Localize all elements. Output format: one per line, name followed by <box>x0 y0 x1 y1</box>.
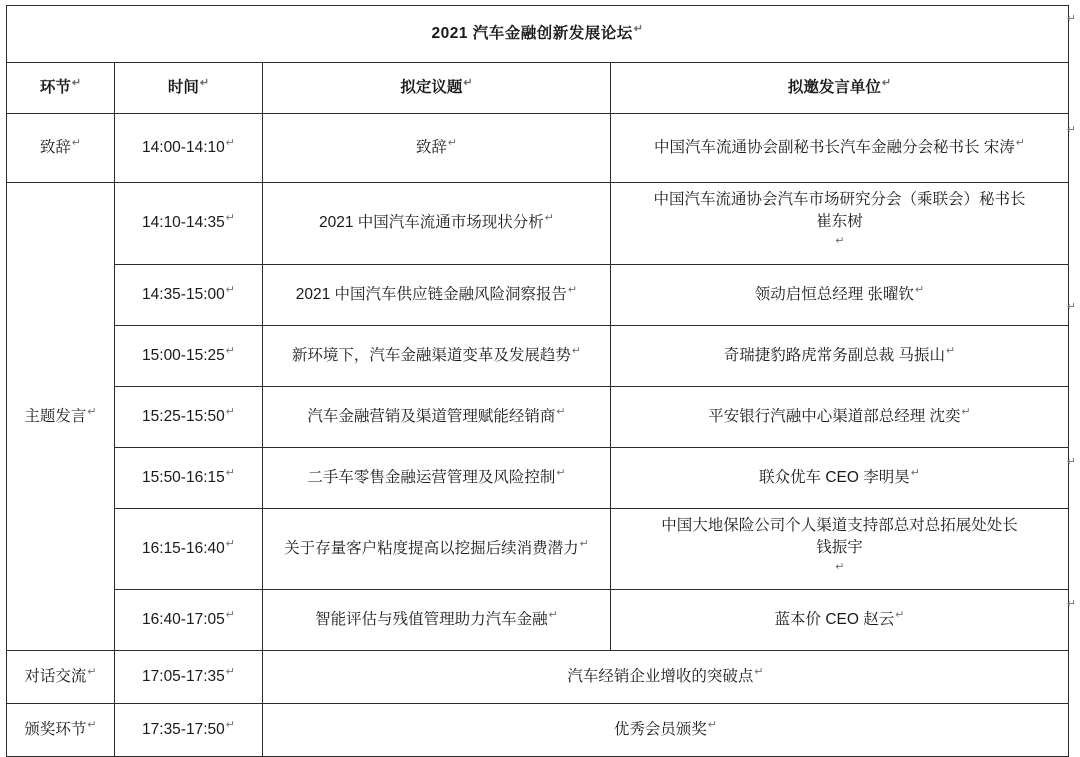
table-row <box>7 447 1069 508</box>
cell-unit-text: 中国汽车流通协会副秘书长汽车金融分会秘书长 宋涛 <box>653 139 1015 157</box>
cell-unit <box>611 447 1069 508</box>
cell-unit-text: 中国汽车流通协会汽车市场研究分会（乘联会）秘书长 <box>653 191 1026 208</box>
cell-unit <box>611 386 1069 447</box>
cell-time-text: 16:15-16:40 <box>142 540 225 558</box>
cell-topic <box>263 386 611 447</box>
paragraph-mark: ↵ <box>87 405 97 418</box>
cell-time <box>115 651 263 704</box>
cell-time <box>115 447 263 508</box>
cell-time <box>115 114 263 183</box>
paragraph-mark: ↵ <box>571 344 582 357</box>
table-row <box>7 183 1069 265</box>
paragraph-mark: ↵ <box>225 666 235 679</box>
column-header-segment-label: 环节 <box>39 79 71 97</box>
column-header-unit-label: 拟邀发言单位 <box>787 79 881 97</box>
paragraph-mark: ↵ <box>835 234 845 247</box>
cell-topic <box>263 325 611 386</box>
paragraph-mark: ↵ <box>754 666 764 679</box>
paragraph-mark: ↵ <box>225 344 235 357</box>
table-row <box>7 264 1069 325</box>
cell-unit <box>611 590 1069 651</box>
table-row <box>7 704 1069 757</box>
paragraph-mark: ↵ <box>548 609 558 622</box>
agenda-table <box>6 5 1069 757</box>
column-header-time-label: 时间 <box>167 79 199 97</box>
paragraph-mark: ↵ <box>556 466 566 479</box>
cell-time <box>115 386 263 447</box>
cell-time-text: 15:50-16:15 <box>142 468 225 486</box>
paragraph-mark: ↵ <box>961 405 971 418</box>
paragraph-mark: ↵ <box>71 137 82 150</box>
paragraph-mark: ↵ <box>225 538 235 551</box>
cell-topic-text: 致辞 <box>415 139 447 157</box>
paragraph-mark: ↵ <box>707 719 718 732</box>
cell-merged-topic <box>263 704 1069 757</box>
cell-unit-text: 领动启恒总经理 张曜钦 <box>754 285 915 303</box>
cell-topic-text: 2021 中国汽车流通市场现状分析 <box>318 214 544 232</box>
table-row <box>7 114 1069 183</box>
paragraph-mark: ↵ <box>633 23 644 36</box>
paragraph-mark: ↵ <box>87 719 97 732</box>
cell-time-text: 15:00-15:25 <box>142 346 225 364</box>
cell-merged-topic-text: 优秀会员颁奖 <box>613 721 707 739</box>
cell-time-text: 14:10-14:35 <box>142 214 225 232</box>
paragraph-mark: ↵ <box>1066 13 1076 25</box>
column-header-topic <box>263 63 611 114</box>
cell-unit-text: 奇瑞捷豹路虎常务副总裁 马振山 <box>723 346 946 364</box>
cell-time <box>115 590 263 651</box>
cell-time <box>115 704 263 757</box>
paragraph-mark: ↵ <box>895 609 905 622</box>
cell-time-text: 16:40-17:05 <box>142 611 225 629</box>
cell-time <box>115 325 263 386</box>
paragraph-mark: ↵ <box>881 77 892 90</box>
table-row <box>7 325 1069 386</box>
cell-segment-text: 致辞 <box>39 139 71 157</box>
table-row <box>7 590 1069 651</box>
cell-topic <box>263 264 611 325</box>
paragraph-mark: ↵ <box>225 719 235 732</box>
cell-unit-text: 平安银行汽融中心渠道部总经理 沈奕 <box>708 407 961 425</box>
column-header-segment <box>7 63 115 114</box>
cell-merged-topic-text: 汽车经销企业增收的突破点 <box>567 668 754 686</box>
column-header-topic-label: 拟定议题 <box>400 79 463 97</box>
cell-time <box>115 264 263 325</box>
cell-segment <box>7 651 115 704</box>
paragraph-mark: ↵ <box>225 609 235 622</box>
cell-unit <box>611 325 1069 386</box>
paragraph-mark: ↵ <box>71 77 82 90</box>
paragraph-mark: ↵ <box>199 77 210 90</box>
edge-paragraph-marks <box>1064 5 1078 621</box>
cell-unit <box>611 114 1069 183</box>
cell-unit <box>611 508 1069 590</box>
cell-topic-text: 二手车零售金融运营管理及风险控制 <box>307 468 556 486</box>
cell-time-text: 15:25-15:50 <box>142 407 225 425</box>
cell-unit <box>611 264 1069 325</box>
cell-segment-text: 颁奖环节 <box>24 721 87 739</box>
cell-topic-text: 汽车金融营销及渠道管理赋能经销商 <box>307 407 556 425</box>
paragraph-mark: ↵ <box>544 212 554 225</box>
column-header-time <box>115 63 263 114</box>
document-title-text: 2021 汽车金融创新发展论坛 <box>431 25 633 43</box>
paragraph-mark: ↵ <box>225 466 235 479</box>
cell-unit-text: 中国大地保险公司个人渠道支持部总对总拓展处处长 <box>661 516 1018 534</box>
paragraph-mark: ↵ <box>1015 137 1026 150</box>
cell-time-text: 17:35-17:50 <box>142 721 225 739</box>
cell-unit <box>611 183 1069 265</box>
paragraph-mark: ↵ <box>1066 456 1076 468</box>
paragraph-mark: ↵ <box>225 405 235 418</box>
paragraph-mark: ↵ <box>556 405 566 418</box>
cell-topic <box>263 114 611 183</box>
cell-segment-text: 主题发言 <box>24 407 87 425</box>
paragraph-mark: ↵ <box>1066 124 1076 136</box>
cell-time-text: 14:00-14:10 <box>142 139 225 157</box>
table-row <box>7 508 1069 590</box>
paragraph-mark: ↵ <box>910 466 920 479</box>
cell-time-text: 17:05-17:35 <box>142 668 225 686</box>
paragraph-mark: ↵ <box>568 283 578 296</box>
table-row <box>7 651 1069 704</box>
cell-unit-text: 蓝本价 CEO 赵云 <box>774 611 895 629</box>
cell-unit-text: 联众优车 CEO 李明昊 <box>759 468 910 486</box>
cell-topic <box>263 183 611 265</box>
cell-segment <box>7 114 115 183</box>
cell-topic-text: 关于存量客户粘度提高以挖掘后续消费潜力 <box>284 540 579 558</box>
paragraph-mark: ↵ <box>946 344 956 357</box>
cell-topic-text: 智能评估与残值管理助力汽车金融 <box>315 611 548 629</box>
column-header-unit <box>611 63 1069 114</box>
cell-topic <box>263 447 611 508</box>
cell-topic-text: 2021 中国汽车供应链金融风险洞察报告 <box>295 285 568 303</box>
cell-time <box>115 183 263 265</box>
table-header-row <box>7 63 1069 114</box>
paragraph-mark: ↵ <box>1066 598 1076 610</box>
paragraph-mark: ↵ <box>835 560 845 573</box>
cell-merged-topic <box>263 651 1069 704</box>
paragraph-mark: ↵ <box>87 666 97 679</box>
cell-topic <box>263 508 611 590</box>
table-row <box>7 386 1069 447</box>
paragraph-mark: ↵ <box>225 137 235 150</box>
document-page <box>0 5 1080 739</box>
document-title <box>7 6 1069 63</box>
paragraph-mark: ↵ <box>1066 301 1076 313</box>
paragraph-mark: ↵ <box>225 283 235 296</box>
cell-unit-text-line2: 崔东树 <box>816 213 863 231</box>
cell-time-text: 14:35-15:00 <box>142 285 225 303</box>
cell-unit-text-line2: 钱振宇 <box>816 539 863 557</box>
cell-time <box>115 508 263 590</box>
cell-topic-text: 新环境下，汽车金融渠道变革及发展趋势 <box>291 346 571 364</box>
paragraph-mark: ↵ <box>447 137 458 150</box>
paragraph-mark: ↵ <box>579 538 589 551</box>
table-title-row <box>7 6 1069 63</box>
paragraph-mark: ↵ <box>915 283 925 296</box>
paragraph-mark: ↵ <box>225 212 235 225</box>
cell-segment-text: 对话交流 <box>24 668 87 686</box>
cell-segment <box>7 704 115 757</box>
cell-topic <box>263 590 611 651</box>
paragraph-mark: ↵ <box>463 77 473 90</box>
cell-segment <box>7 183 115 651</box>
